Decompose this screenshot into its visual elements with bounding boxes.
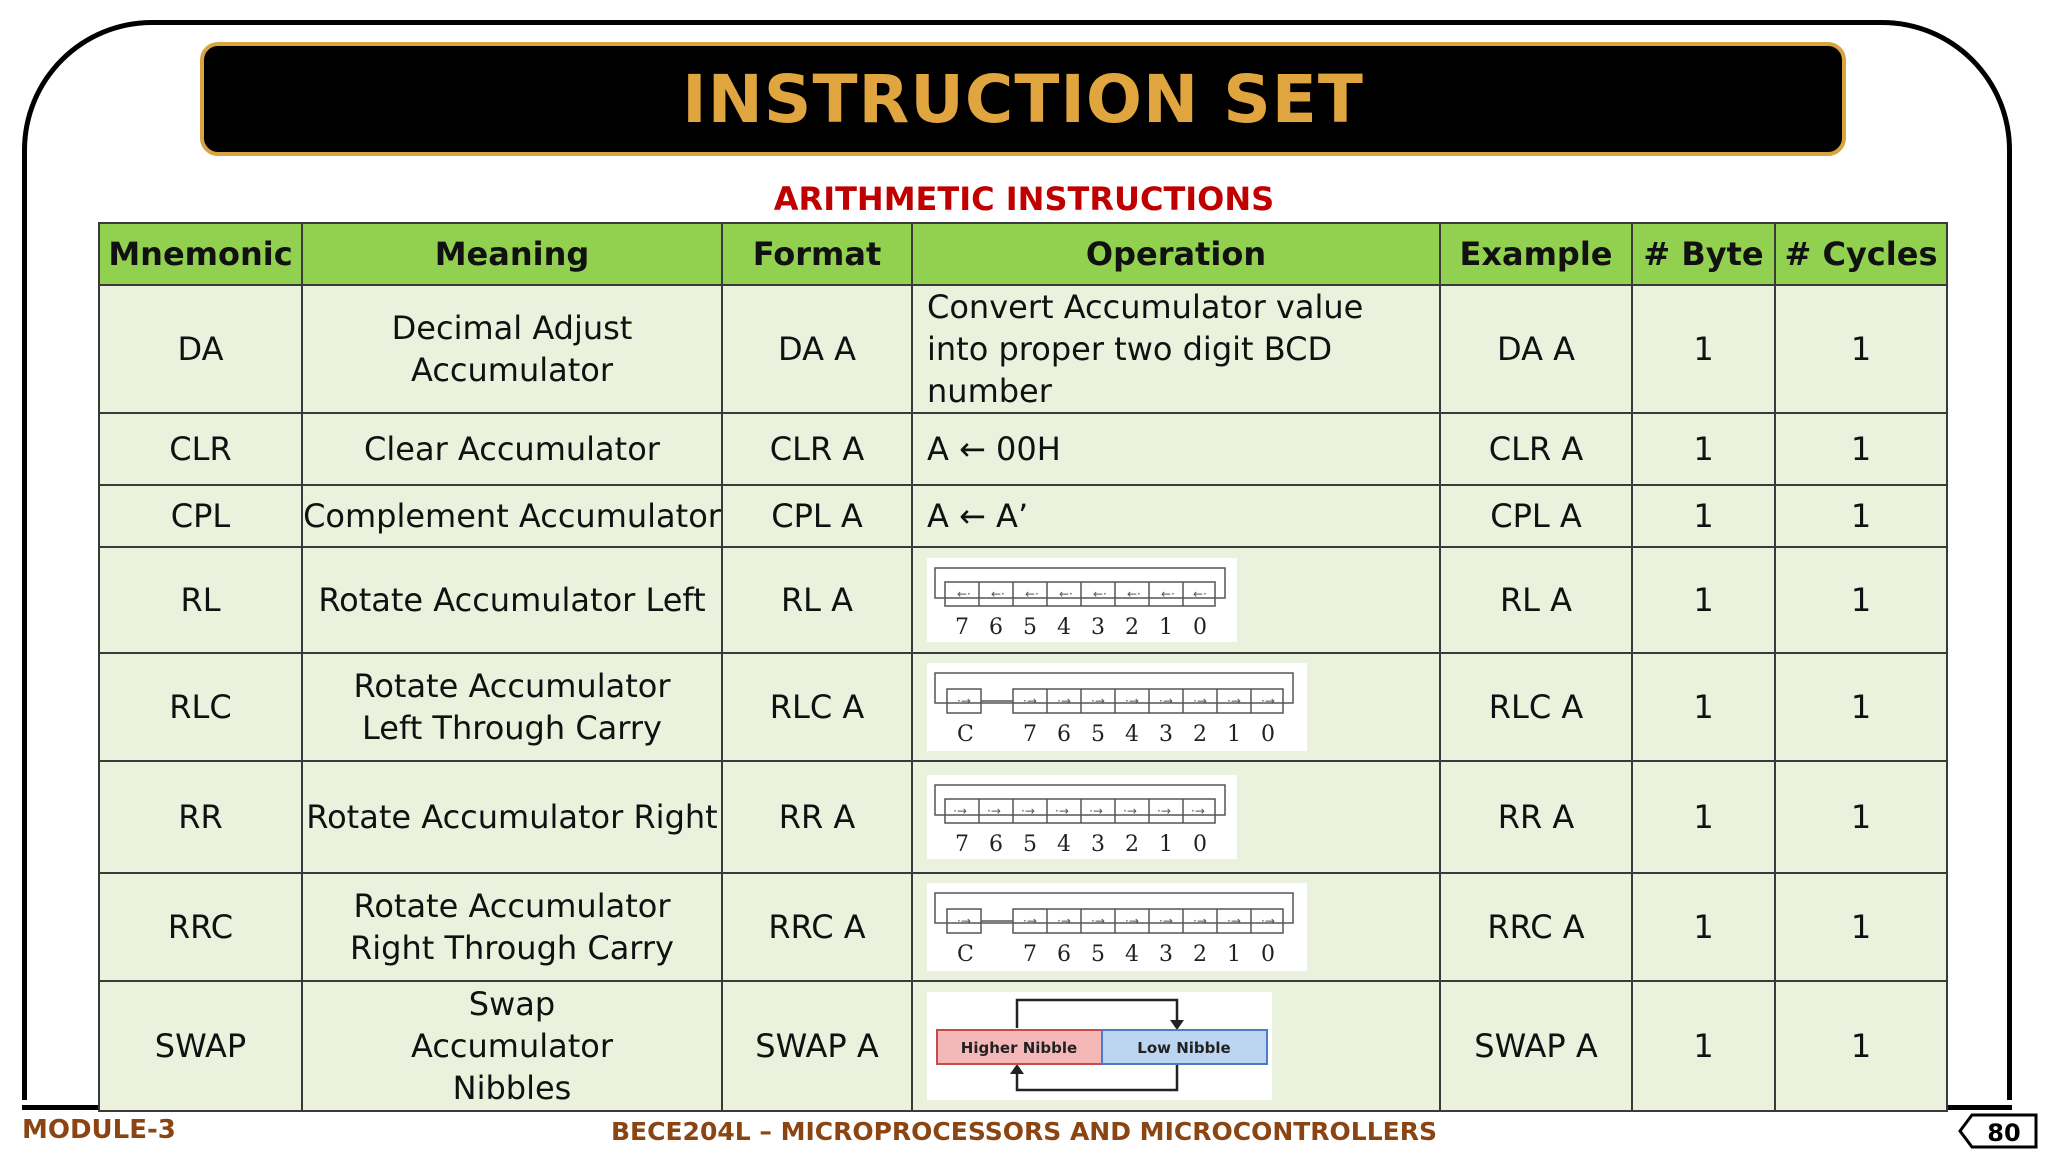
svg-text:·→: ·→ <box>1055 804 1069 818</box>
meaning-cell: Rotate Accumulator Right <box>302 761 722 873</box>
svg-text:·→: ·→ <box>1091 694 1105 708</box>
format-cell: RR A <box>722 761 912 873</box>
column-header: Format <box>722 223 912 285</box>
operation-cell <box>912 873 1440 981</box>
svg-text:·→: ·→ <box>1091 914 1105 928</box>
table-row <box>99 485 1947 547</box>
svg-text:·→: ·→ <box>1227 694 1241 708</box>
mnemonic-cell: CPL <box>99 485 302 547</box>
page-number-badge <box>1958 1113 2038 1149</box>
operation-cell <box>912 761 1440 873</box>
svg-text:←·: ←· <box>1161 587 1175 601</box>
svg-text:·→: ·→ <box>1193 694 1207 708</box>
format-cell: RRC A <box>722 873 912 981</box>
svg-text:·→: ·→ <box>1157 804 1171 818</box>
svg-text:·→: ·→ <box>1261 694 1275 708</box>
example-cell: CLR A <box>1440 413 1632 485</box>
operation-cell: A ← 00H <box>912 413 1440 485</box>
svg-text:·→: ·→ <box>1057 914 1071 928</box>
bit-label: 4 <box>1125 942 1139 967</box>
byte-cell: 1 <box>1632 485 1775 547</box>
svg-text:←·: ←· <box>1025 587 1039 601</box>
column-header: Mnemonic <box>99 223 302 285</box>
svg-text:·→: ·→ <box>1227 914 1241 928</box>
svg-text:·→: ·→ <box>953 804 967 818</box>
byte-cell: 1 <box>1632 413 1775 485</box>
example-cell: RLC A <box>1440 653 1632 761</box>
format-cell: CLR A <box>722 413 912 485</box>
cycles-cell: 1 <box>1775 653 1947 761</box>
bit-label: 0 <box>1193 615 1207 640</box>
bit-label: 6 <box>989 832 1003 857</box>
svg-text:·→: ·→ <box>1023 694 1037 708</box>
bit-label: 2 <box>1125 615 1139 640</box>
column-header: Operation <box>912 223 1440 285</box>
cycles-cell: 1 <box>1775 547 1947 653</box>
example-cell: RR A <box>1440 761 1632 873</box>
example-cell: DA A <box>1440 285 1632 413</box>
mnemonic-cell: RL <box>99 547 302 653</box>
title-bar <box>200 42 1846 156</box>
carry-label: C <box>957 942 974 967</box>
column-header: Meaning <box>302 223 722 285</box>
table-row <box>99 413 1947 485</box>
svg-text:·→: ·→ <box>1057 694 1071 708</box>
operation-cell <box>912 981 1440 1111</box>
svg-text:←·: ←· <box>1193 587 1207 601</box>
svg-text:·→: ·→ <box>1159 914 1173 928</box>
svg-text:←·: ←· <box>1093 587 1107 601</box>
svg-text:·→: ·→ <box>1123 804 1137 818</box>
format-cell: DA A <box>722 285 912 413</box>
bit-label: 0 <box>1261 722 1275 747</box>
operation-cell <box>912 653 1440 761</box>
operation-cell <box>912 547 1440 653</box>
svg-text:·→: ·→ <box>987 804 1001 818</box>
rotate-right-carry-diagram <box>927 883 1307 971</box>
meaning-cell: Rotate Accumulator Left Through Carry <box>302 653 722 761</box>
operation-cell: Convert Accumulator value into proper two digit BCD number <box>912 285 1440 413</box>
byte-cell: 1 <box>1632 547 1775 653</box>
cycles-cell: 1 <box>1775 761 1947 873</box>
svg-text:·→: ·→ <box>1089 804 1103 818</box>
bit-label: 1 <box>1159 832 1173 857</box>
bit-label: 3 <box>1091 615 1105 640</box>
format-cell: RLC A <box>722 653 912 761</box>
svg-text:←·: ←· <box>1059 587 1073 601</box>
example-cell: CPL A <box>1440 485 1632 547</box>
svg-text:·→: ·→ <box>1193 914 1207 928</box>
byte-cell: 1 <box>1632 761 1775 873</box>
format-cell: CPL A <box>722 485 912 547</box>
mnemonic-cell: DA <box>99 285 302 413</box>
bit-label: 3 <box>1159 722 1173 747</box>
table-row <box>99 547 1947 653</box>
bit-label: 0 <box>1193 832 1207 857</box>
bit-label: 5 <box>1023 615 1037 640</box>
cycles-cell: 1 <box>1775 285 1947 413</box>
cycles-cell: 1 <box>1775 413 1947 485</box>
column-header: # Cycles <box>1775 223 1947 285</box>
rotate-left-diagram <box>927 558 1237 642</box>
bit-label: 2 <box>1125 832 1139 857</box>
table-header-row <box>99 223 1947 285</box>
page-title: INSTRUCTION SET <box>682 60 1364 138</box>
example-cell: SWAP A <box>1440 981 1632 1111</box>
svg-text:·→: ·→ <box>1159 694 1173 708</box>
low-nibble-label: Low Nibble <box>1137 1039 1231 1057</box>
meaning-cell: Clear Accumulator <box>302 413 722 485</box>
cycles-cell: 1 <box>1775 873 1947 981</box>
page-number: 80 <box>1987 1119 2021 1147</box>
bit-label: 1 <box>1159 615 1173 640</box>
instruction-table <box>98 222 1948 1112</box>
bit-label: 2 <box>1193 722 1207 747</box>
bit-label: 4 <box>1057 615 1071 640</box>
svg-text:·→: ·→ <box>1023 914 1037 928</box>
svg-text:·→: ·→ <box>1191 804 1205 818</box>
byte-cell: 1 <box>1632 873 1775 981</box>
table-row <box>99 285 1947 413</box>
example-cell: RL A <box>1440 547 1632 653</box>
table-row <box>99 653 1947 761</box>
bit-label: 6 <box>1057 722 1071 747</box>
higher-nibble-label: Higher Nibble <box>960 1039 1078 1057</box>
mnemonic-cell: RR <box>99 761 302 873</box>
carry-label: C <box>957 722 974 747</box>
cycles-cell: 1 <box>1775 981 1947 1111</box>
svg-text:·→: ·→ <box>1125 694 1139 708</box>
bit-label: 5 <box>1023 832 1037 857</box>
footer-module: MODULE-3 <box>22 1115 176 1145</box>
column-header: # Byte <box>1632 223 1775 285</box>
format-cell: RL A <box>722 547 912 653</box>
bit-label: 1 <box>1227 942 1241 967</box>
svg-text:←·: ←· <box>957 587 971 601</box>
meaning-cell: Swap Accumulator Nibbles <box>302 981 722 1111</box>
svg-text:·→: ·→ <box>957 914 971 928</box>
bit-label: 5 <box>1091 722 1105 747</box>
mnemonic-cell: CLR <box>99 413 302 485</box>
meaning-cell: Decimal Adjust Accumulator <box>302 285 722 413</box>
mnemonic-cell: RLC <box>99 653 302 761</box>
meaning-cell: Rotate Accumulator Left <box>302 547 722 653</box>
bit-label: 6 <box>989 615 1003 640</box>
rotate-right-diagram <box>927 775 1237 859</box>
svg-text:·→: ·→ <box>957 694 971 708</box>
table-row <box>99 873 1947 981</box>
bit-label: 5 <box>1091 942 1105 967</box>
svg-text:·→: ·→ <box>1021 804 1035 818</box>
meaning-cell: Rotate Accumulator Right Through Carry <box>302 873 722 981</box>
bit-label: 7 <box>1023 942 1037 967</box>
bit-label: 4 <box>1125 722 1139 747</box>
bit-label: 7 <box>1023 722 1037 747</box>
svg-text:←·: ←· <box>1127 587 1141 601</box>
svg-text:·→: ·→ <box>1261 914 1275 928</box>
swap-nibbles-diagram <box>927 992 1272 1100</box>
footer-course: BECE204L – MICROPROCESSORS AND MICROCONTROLLERS <box>611 1117 1437 1146</box>
section-subtitle: ARITHMETIC INSTRUCTIONS <box>773 180 1275 218</box>
bit-label: 0 <box>1261 942 1275 967</box>
table-row <box>99 761 1947 873</box>
bit-label: 6 <box>1057 942 1071 967</box>
table-row <box>99 981 1947 1111</box>
byte-cell: 1 <box>1632 285 1775 413</box>
byte-cell: 1 <box>1632 981 1775 1111</box>
column-header: Example <box>1440 223 1632 285</box>
svg-text:←·: ←· <box>991 587 1005 601</box>
operation-cell: A ← A’ <box>912 485 1440 547</box>
mnemonic-cell: SWAP <box>99 981 302 1111</box>
mnemonic-cell: RRC <box>99 873 302 981</box>
bit-label: 3 <box>1159 942 1173 967</box>
example-cell: RRC A <box>1440 873 1632 981</box>
format-cell: SWAP A <box>722 981 912 1111</box>
bit-label: 4 <box>1057 832 1071 857</box>
svg-text:·→: ·→ <box>1125 914 1139 928</box>
cycles-cell: 1 <box>1775 485 1947 547</box>
bit-label: 1 <box>1227 722 1241 747</box>
bit-label: 7 <box>955 832 969 857</box>
meaning-cell: Complement Accumulator <box>302 485 722 547</box>
bit-label: 3 <box>1091 832 1105 857</box>
bit-label: 7 <box>955 615 969 640</box>
byte-cell: 1 <box>1632 653 1775 761</box>
bit-label: 2 <box>1193 942 1207 967</box>
rotate-left-carry-diagram <box>927 663 1307 751</box>
